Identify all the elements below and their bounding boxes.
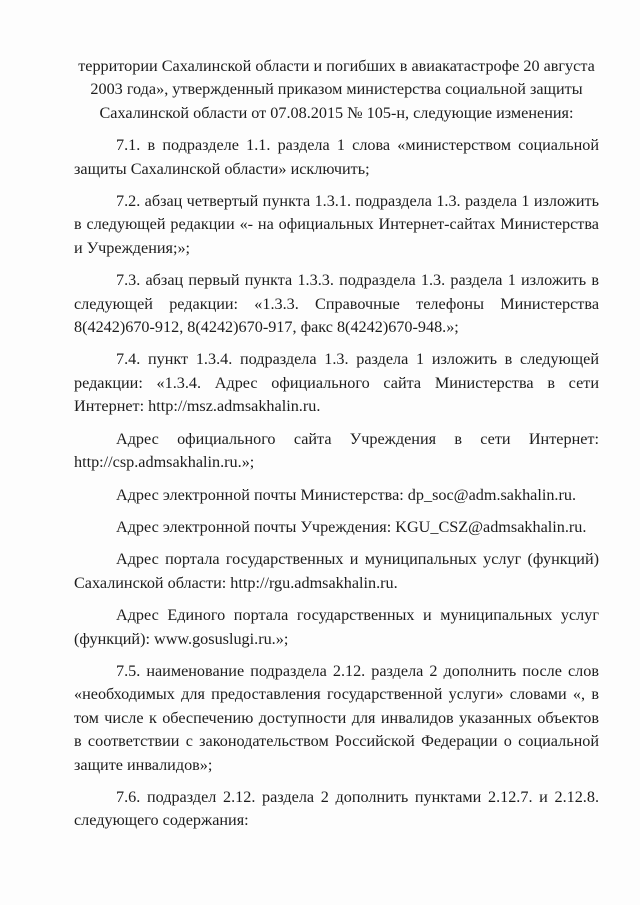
paragraph-7-5: 7.5. наименование подраздела 2.12. раздела 2 дополнить после слов «необходимых для предоставления государственной услуги» словами «, в том числе к обеспечению доступности для инвалидов указанных объектов в соответствии с законодательством Российской Федерации о социальной защите инвалидов»; <box>74 661 599 774</box>
paragraph-7-2: 7.2. абзац четвертый пункта 1.3.1. подраздела 1.3. раздела 1 изложить в следующей редакции «- на официальных Интернет-сайтах Министерства и Учреждения;»; <box>74 192 599 257</box>
paragraph-site-institution: Адрес официального сайта Учреждения в сети Интернет: http://csp.admsakhalin.ru.»; <box>74 429 599 472</box>
paragraph-unified-portal: Адрес Единого портала государственных и муниципальных услуг (функций): www.gosuslugi.ru.»; <box>74 606 599 648</box>
paragraph-email-ministry: Адрес электронной почты Министерства: dp_soc@adm.sakhalin.ru. <box>116 485 577 504</box>
document-body <box>74 55 599 842</box>
paragraph-regional-portal: Адрес портала государственных и муниципальных услуг (функций) Сахалинской области: http://rgu.admsakhalin.ru. <box>74 550 599 592</box>
paragraph-7-1: 7.1. в подразделе 1.1. раздела 1 слова «министерством социальной защиты Сахалинской области» исключить; <box>74 136 599 178</box>
paragraph-intro: территории Сахалинской области и погибших в авиакатастрофе 20 августа 2003 года», утвержденный приказом министерства социальной защиты Сахалинской области от 07.08.2015 № 105-н, следующие изменения: <box>78 57 595 122</box>
paragraph-7-4: 7.4. пункт 1.3.4. подраздела 1.3. раздела 1 изложить в следующей редакции: «1.3.4. Адрес официального сайта Министерства в сети Интернет: http://msz.admsakhalin.ru. <box>74 350 599 416</box>
paragraph-7-3: 7.3. абзац первый пункта 1.3.3. подраздела 1.3. раздела 1 изложить в следующей редакции: «1.3.3. Справочные телефоны Министерства 8(4242)670-912, 8(4242)670-917, факс 8(4242)670-948.»; <box>74 271 599 337</box>
paragraph-7-6: 7.6. подраздел 2.12. раздела 2 дополнить пунктами 2.12.7. и 2.12.8. следующего содержания: <box>74 787 599 830</box>
paragraph-email-institution: Адрес электронной почты Учреждения: KGU_CSZ@admsakhalin.ru. <box>116 517 587 536</box>
